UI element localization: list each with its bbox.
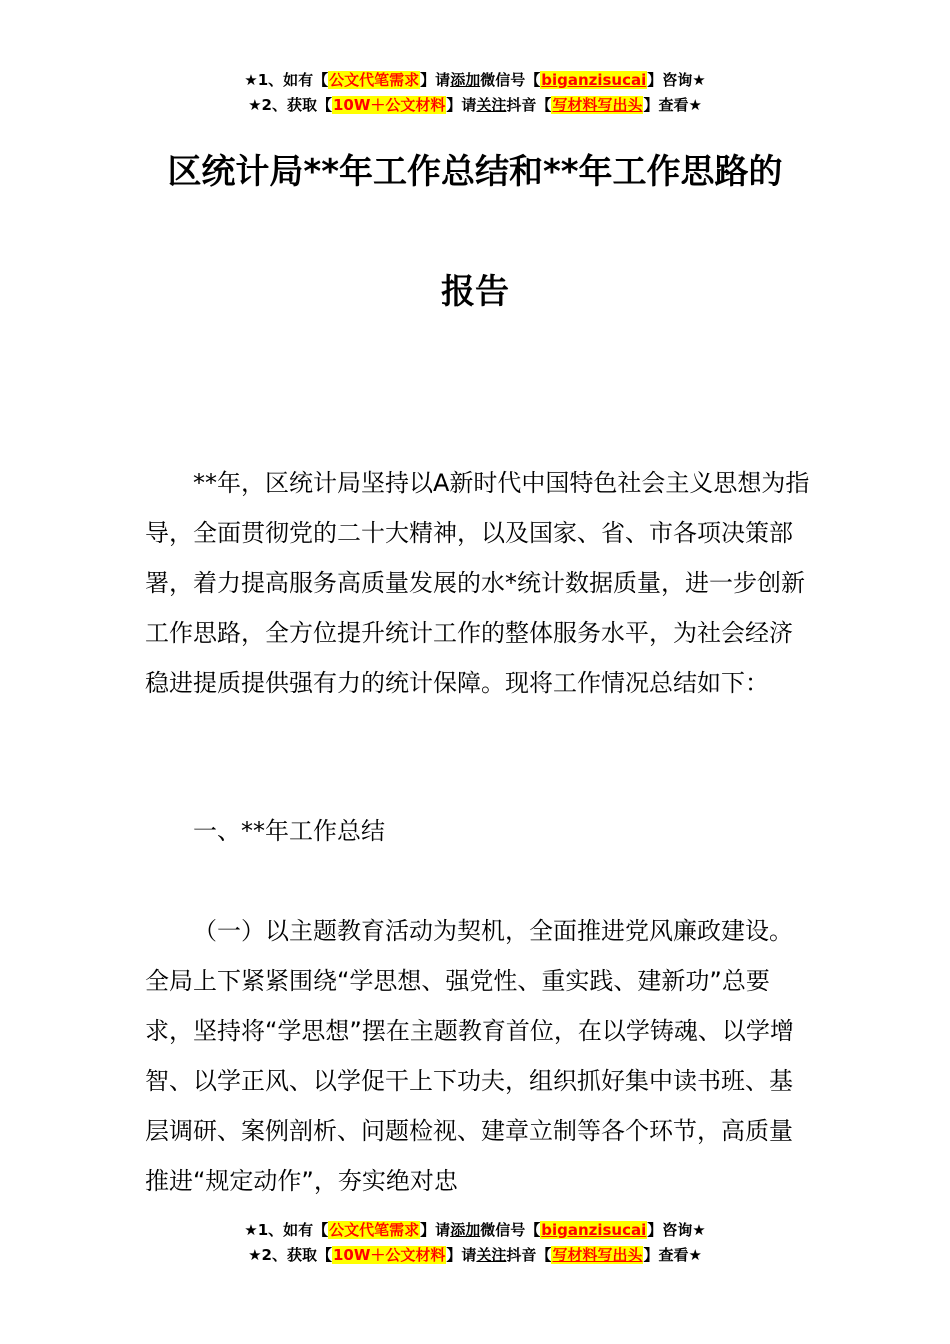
- banner-text: 微信号【: [480, 71, 541, 89]
- banner-highlight: 公文代笔需求: [329, 71, 420, 89]
- banner-highlight: 10W＋公文材料: [332, 1246, 446, 1264]
- banner-line-2: [0, 93, 950, 118]
- banner-line-2: [0, 1243, 950, 1268]
- banner-text: 】咨询★: [647, 71, 706, 89]
- banner-line-1: [0, 68, 950, 93]
- banner-line-1: [0, 1218, 950, 1243]
- document-title-line-1: 区统计局**年工作总结和**年工作思路的: [167, 152, 783, 192]
- banner-text: 】请: [420, 1221, 451, 1239]
- banner-text: 】查看★: [643, 96, 702, 114]
- header-banner: [0, 68, 950, 118]
- banner-wechat-id: biganzisucai: [541, 1221, 647, 1239]
- banner-douyin-id: 写材料写出头: [552, 1246, 643, 1264]
- document-title-line-2: 报告: [441, 272, 509, 312]
- banner-text: 】请: [420, 71, 451, 89]
- section-heading-1: 一、**年工作总结: [193, 817, 385, 845]
- banner-text: ★2、获取【: [248, 96, 332, 114]
- banner-text: 抖音【: [506, 1246, 552, 1264]
- banner-text: 微信号【: [480, 1221, 541, 1239]
- banner-underline: 添加: [450, 71, 481, 89]
- banner-highlight: 10W＋公文材料: [332, 96, 446, 114]
- banner-text: 】查看★: [643, 1246, 702, 1264]
- section-paragraph-1: （一）以主题教育活动为契机，全面推进党风廉政建设。全局上下紧紧围绕“学思想、强党性、重实践、建新功”总要求，坚持将“学思想”摆在主题教育首位，在以学铸魂、以学增智、以学正风、以学促干上下功夫，组织抓好集中读书班、基层调研、案例剖析、问题检视、建章立制等各个环节，高质量推进“规定动作”，夯实绝对忠: [145, 917, 794, 1195]
- banner-text: 】请: [446, 96, 477, 114]
- banner-underline: 关注: [476, 96, 507, 114]
- intro-paragraph: **年，区统计局坚持以A新时代中国特色社会主义思想为指导，全面贯彻党的二十大精神，以及国家、省、市各项决策部署，着力提高服务高质量发展的水*统计数据质量，进一步创新工作思路，全方位提升统计工作的整体服务水平，为社会经济稳进提质提供强有力的统计保障。现将工作情况总结如下：: [145, 469, 810, 697]
- banner-text: 抖音【: [506, 96, 552, 114]
- banner-wechat-id: biganzisucai: [541, 71, 647, 89]
- banner-underline: 关注: [476, 1246, 507, 1264]
- banner-douyin-id: 写材料写出头: [552, 96, 643, 114]
- banner-highlight: 公文代笔需求: [329, 1221, 420, 1239]
- banner-text: 】请: [446, 1246, 477, 1264]
- banner-text: ★1、如有【: [244, 1221, 329, 1239]
- banner-underline: 添加: [450, 1221, 481, 1239]
- banner-text: 】咨询★: [647, 1221, 706, 1239]
- banner-text: ★2、获取【: [248, 1246, 332, 1264]
- footer-banner: [0, 1218, 950, 1268]
- banner-text: ★1、如有【: [244, 71, 329, 89]
